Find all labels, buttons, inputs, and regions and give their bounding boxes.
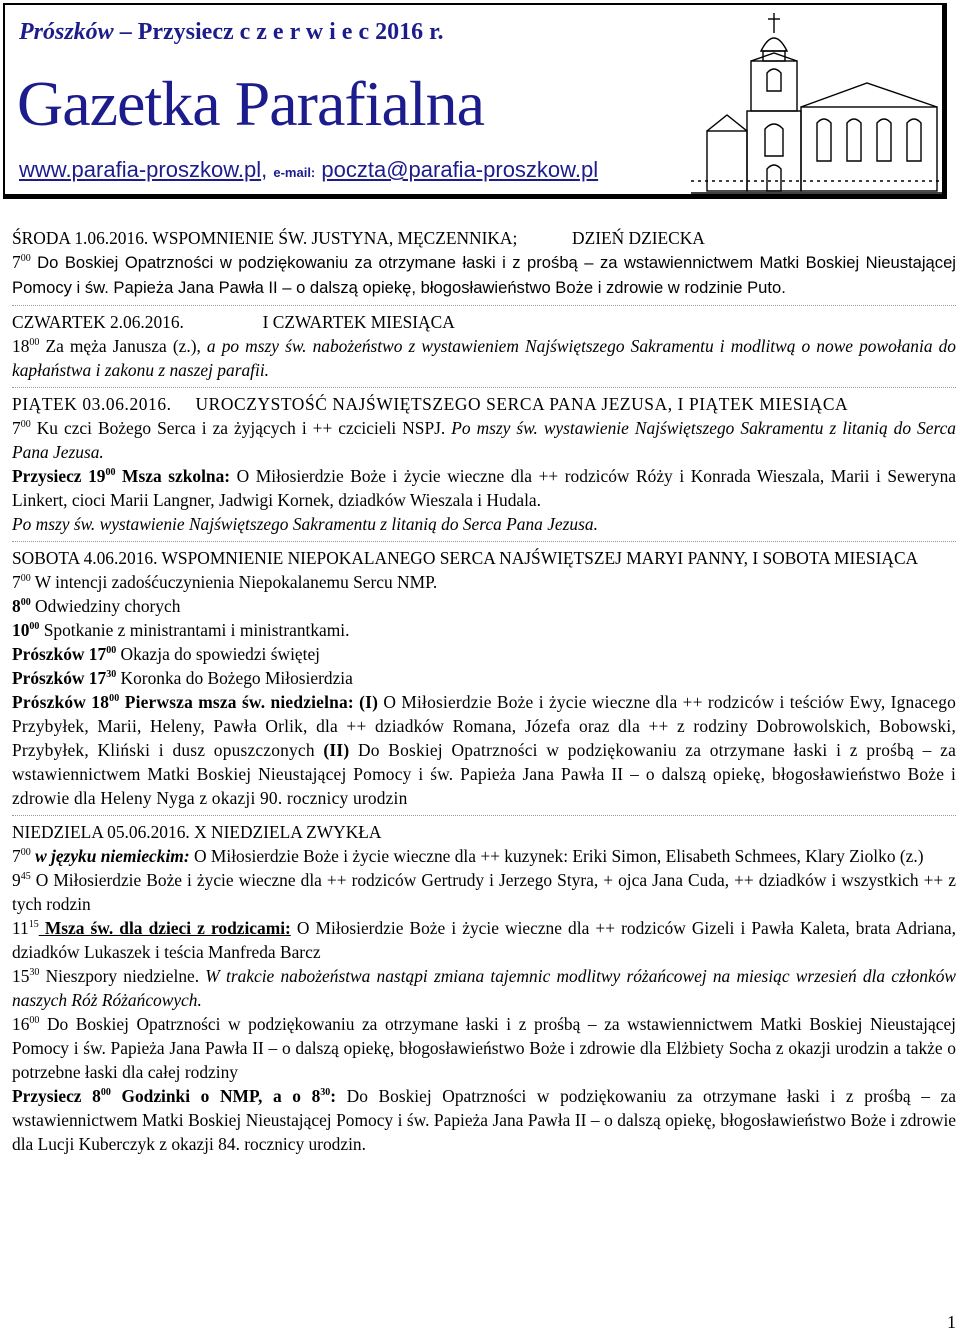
saturday-heading: SOBOTA 4.06.2016. WSPOMNIENIE NIEPOKALANEGO SERCA NAJŚWIĘTSZEJ MARYI PANNY, I SOBOTA MIESIĄCA xyxy=(12,548,919,568)
mass-intention: W intencji zadośćuczynienia Niepokalanemu Sercu NMP. xyxy=(30,572,438,592)
bulletin-content xyxy=(12,226,956,1156)
mass-minute: 30 xyxy=(320,1087,331,1099)
mass-hour: 16 xyxy=(12,1014,30,1034)
mass-intention: Do Boskiej Opatrzności w podziękowaniu za otrzymane łaski i z prośbą – za wstawiennictwem Matki Boskiej Nieustającej Pomocy i św. Papieża Jana Pawła II – o dalszą opiekę, błogosławieństwo Boże i zdrowie dla Lucji Kuberczyk z okazji 84. rocznicy urodzin. xyxy=(12,1086,956,1154)
mass-intention: Za męża Janusza (z.), xyxy=(39,336,207,356)
event-minute: 00 xyxy=(29,621,40,633)
mass-minute: 00 xyxy=(109,693,120,705)
event-hour: 15 xyxy=(12,966,30,986)
friday-mass xyxy=(12,416,956,464)
after-mass-note: Po mszy św. wystawienie Najświętszego Sakramentu z litanią do Serca Pana Jezusa. xyxy=(12,418,957,462)
after-mass-note: a po mszy św. nabożeństwo z wystawieniem Najświętszego Sakramentu i modlitwą o nowe powołania do kapłaństwa i zakonu z naszej parafii. xyxy=(12,336,957,380)
rosary-note: W trakcie nabożeństwa nastąpi zmiana tajemnic modlitwy różańcowej na miesiąc wrzesień dla członków naszych Róż Różańcowych. xyxy=(12,966,956,1010)
colon: : xyxy=(330,1086,337,1106)
mass-hour: 9 xyxy=(12,870,21,890)
mass-hour: 7 xyxy=(12,252,21,272)
event-text: Odwiedziny chorych xyxy=(30,596,181,616)
thursday-mass xyxy=(12,334,956,382)
website-link[interactable]: www.parafia-proszkow.pl xyxy=(19,157,262,182)
mass-minute: 00 xyxy=(100,1087,111,1099)
event-minute: 00 xyxy=(20,597,31,609)
sunday-heading-text: NIEDZIELA 05.06.2016. xyxy=(12,822,190,842)
wednesday-heading-text: ŚRODA 1.06.2016. WSPOMNIENIE ŚW. JUSTYNA, MĘCZENNIKA; xyxy=(12,228,518,248)
saturday-line-6 xyxy=(12,690,956,810)
intention-number: (II) xyxy=(323,740,350,760)
saturday-line-5 xyxy=(12,666,956,690)
sunday-mass-2 xyxy=(12,868,956,916)
intention-number: (I) xyxy=(359,692,379,712)
mass-intention: O Miłosierdzie Boże i życie wieczne dla ++ rodziców Róży i Konrada Wieszala, Marii i Seweryna Linkert, cioci Marii Langner, Jadwigi Kornek, dziadków Wieszala i Hudala. xyxy=(12,466,956,510)
event-hour: Prószków 17 xyxy=(12,668,107,688)
mass-label: Pierwsza msza św. niedzielna: xyxy=(119,692,360,712)
mass-minute: 15 xyxy=(28,919,39,931)
email-link[interactable]: poczta@parafia-proszkow.pl xyxy=(321,157,599,182)
mass-place-hour: Przysiecz 19 xyxy=(12,466,106,486)
saturday-line-3 xyxy=(12,618,956,642)
event-text: Nieszpory niedzielne. xyxy=(39,966,206,986)
friday-heading xyxy=(12,392,956,416)
event-hour: 8 xyxy=(12,596,21,616)
event-text: Koronka do Bożego Miłosierdzia xyxy=(116,668,353,688)
mass-minute: 00 xyxy=(105,467,116,479)
event-hour: 10 xyxy=(12,620,30,640)
saturday-line-1 xyxy=(12,570,956,594)
friday-after-mass: Po mszy św. wystawienie Najświętszego Sakramentu z litanią do Serca Pana Jezusa. xyxy=(12,514,598,534)
header-date-line xyxy=(19,19,444,46)
mass-minute: 00 xyxy=(29,337,40,349)
event-text: Okazja do spowiedzi świętej xyxy=(116,644,320,664)
mass-intention: Do Boskiej Opatrzności w podziękowaniu za otrzymane łaski i z prośbą – za wstawiennictwem Matki Boskiej Nieustającej Pomocy i św. Papieża Jana Pawła II – o dalszą opiekę, błogosławieństwo Boże i zdrowie dla Heleny Nyga z okazji 90. rocznicy urodzin xyxy=(12,740,956,808)
mass-minute: 00 xyxy=(20,419,31,431)
mass-label: Msza szkolna: xyxy=(115,466,231,486)
church-drawing xyxy=(687,11,947,199)
thursday-heading-text: CZWARTEK 2.06.2016. xyxy=(12,312,184,332)
event-text: Spotkanie z ministrantami i ministrantkami. xyxy=(39,620,350,640)
sunday-mass-4 xyxy=(12,1012,956,1084)
sunday-przysiecz xyxy=(12,1084,956,1156)
sunday-mass-1 xyxy=(12,844,956,868)
mass-intention: O Miłosierdzie Boże i życie wieczne dla ++ rodziców Gertrudy i Jerzego Styra, + ojca Jana Cuda, ++ dziadków i wszystkich ++ z tych rodzin xyxy=(12,870,956,914)
event-minute: 30 xyxy=(29,967,40,979)
mass-minute: 00 xyxy=(20,847,31,859)
wednesday-heading xyxy=(12,226,956,250)
separator xyxy=(12,387,956,388)
header-place: Prószków xyxy=(19,19,114,45)
mass-minute: 00 xyxy=(29,1015,40,1027)
header-box xyxy=(3,3,947,199)
friday-heading-extra: UROCZYSTOŚĆ NAJŚWIĘTSZEGO SERCA PANA JEZUSA, I PIĄTEK MIESIĄCA xyxy=(195,394,849,414)
sunday-heading xyxy=(12,820,956,844)
friday-heading-text: PIĄTEK 03.06.2016. xyxy=(12,394,172,414)
mass-place-hour: Prószków 18 xyxy=(12,692,110,712)
thursday-heading xyxy=(12,310,956,334)
mass-intention: Do Boskiej Opatrzności w podziękowaniu za otrzymane łaski i z prośbą – za wstawiennictwem Matki Boskiej Nieustającej Pomocy i św. Papieża Jana Pawła II – o dalszą opiekę, błogosławieństwo Boże i zdrowie dla Elżbiety Socha z okazji urodzin a także o potrzebne łaski dla całej rodziny xyxy=(12,1014,956,1082)
mass-label: Msza św. dla dzieci z rodzicami: xyxy=(38,918,291,938)
thursday-heading-extra: I CZWARTEK MIESIĄCA xyxy=(262,312,455,332)
mass-intention: O Miłosierdzie Boże i życie wieczne dla ++ rodziców Gizeli i Pawła Kaleta, brata Adriana, dziadków Lukaszek i teścia Manfreda Barcz xyxy=(12,918,956,962)
wednesday-mass xyxy=(12,250,956,300)
mass-minute: 45 xyxy=(20,871,31,883)
mass-language: w języku niemieckim: xyxy=(35,846,190,866)
event-hour: Prószków 17 xyxy=(12,644,107,664)
mass-label: Godzinki o NMP, a o 8 xyxy=(110,1086,321,1106)
saturday-line-2 xyxy=(12,594,956,618)
mass-intention: O Miłosierdzie Boże i życie wieczne dla ++ rodziców i teściów Ewy, Ignacego Przybyłek, Marii, Heleny, Pawła Orlik, dla ++ dziadków Romana, Józefa oraz dla ++ z rodziny Dobrowolskich, Bobowski, Przybyłek, Kliński i dusz opuszczonych xyxy=(12,692,956,760)
email-label: e-mail: xyxy=(273,165,316,180)
wednesday-heading-extra: DZIEŃ DZIECKA xyxy=(572,228,705,248)
event-minute: 30 xyxy=(106,669,117,681)
mass-hour: 7 xyxy=(12,846,21,866)
mass-minute: 00 xyxy=(20,253,31,265)
event-minute: 00 xyxy=(106,645,117,657)
mass-minute: 00 xyxy=(20,573,31,585)
newsletter-title: Gazetka Parafialna xyxy=(17,68,485,139)
sunday-heading-extra: X NIEDZIELA ZWYKŁA xyxy=(189,822,382,842)
separator xyxy=(12,541,956,542)
sunday-mass-3 xyxy=(12,916,956,964)
friday-school-mass xyxy=(12,464,956,512)
page-number: 1 xyxy=(947,1312,956,1332)
mass-intention: Do Boskiej Opatrzności w podziękowaniu za otrzymane łaski i z prośbą – za wstawiennictwem Matki Boskiej Nieustającej Pomocy i św. Papieża Jana Pawła II – o dalszą opiekę, błogosławieństwo Boże i zdrowie w rodzinie Puto. xyxy=(12,253,956,297)
saturday-line-4 xyxy=(12,642,956,666)
mass-hour: 18 xyxy=(12,336,30,356)
mass-intention: Ku czci Bożego Serca i za żyjących i ++ czcicieli NSPJ. xyxy=(30,418,452,438)
sunday-vespers xyxy=(12,964,956,1012)
mass-hour: 7 xyxy=(12,418,21,438)
separator xyxy=(12,305,956,306)
header-month: – Przysiecz c z e r w i e c 2016 r. xyxy=(119,19,444,45)
mass-intention: O Miłosierdzie Boże i życie wieczne dla ++ kuzynek: Eriki Simon, Elisabeth Schmees, Klary Ziolko (z.) xyxy=(189,846,924,866)
separator xyxy=(12,815,956,816)
mass-place-hour: Przysiecz 8 xyxy=(12,1086,101,1106)
mass-hour: 11 xyxy=(12,918,29,938)
header-links xyxy=(19,157,598,183)
link-separator: , xyxy=(261,157,268,182)
mass-hour: 7 xyxy=(12,572,21,592)
